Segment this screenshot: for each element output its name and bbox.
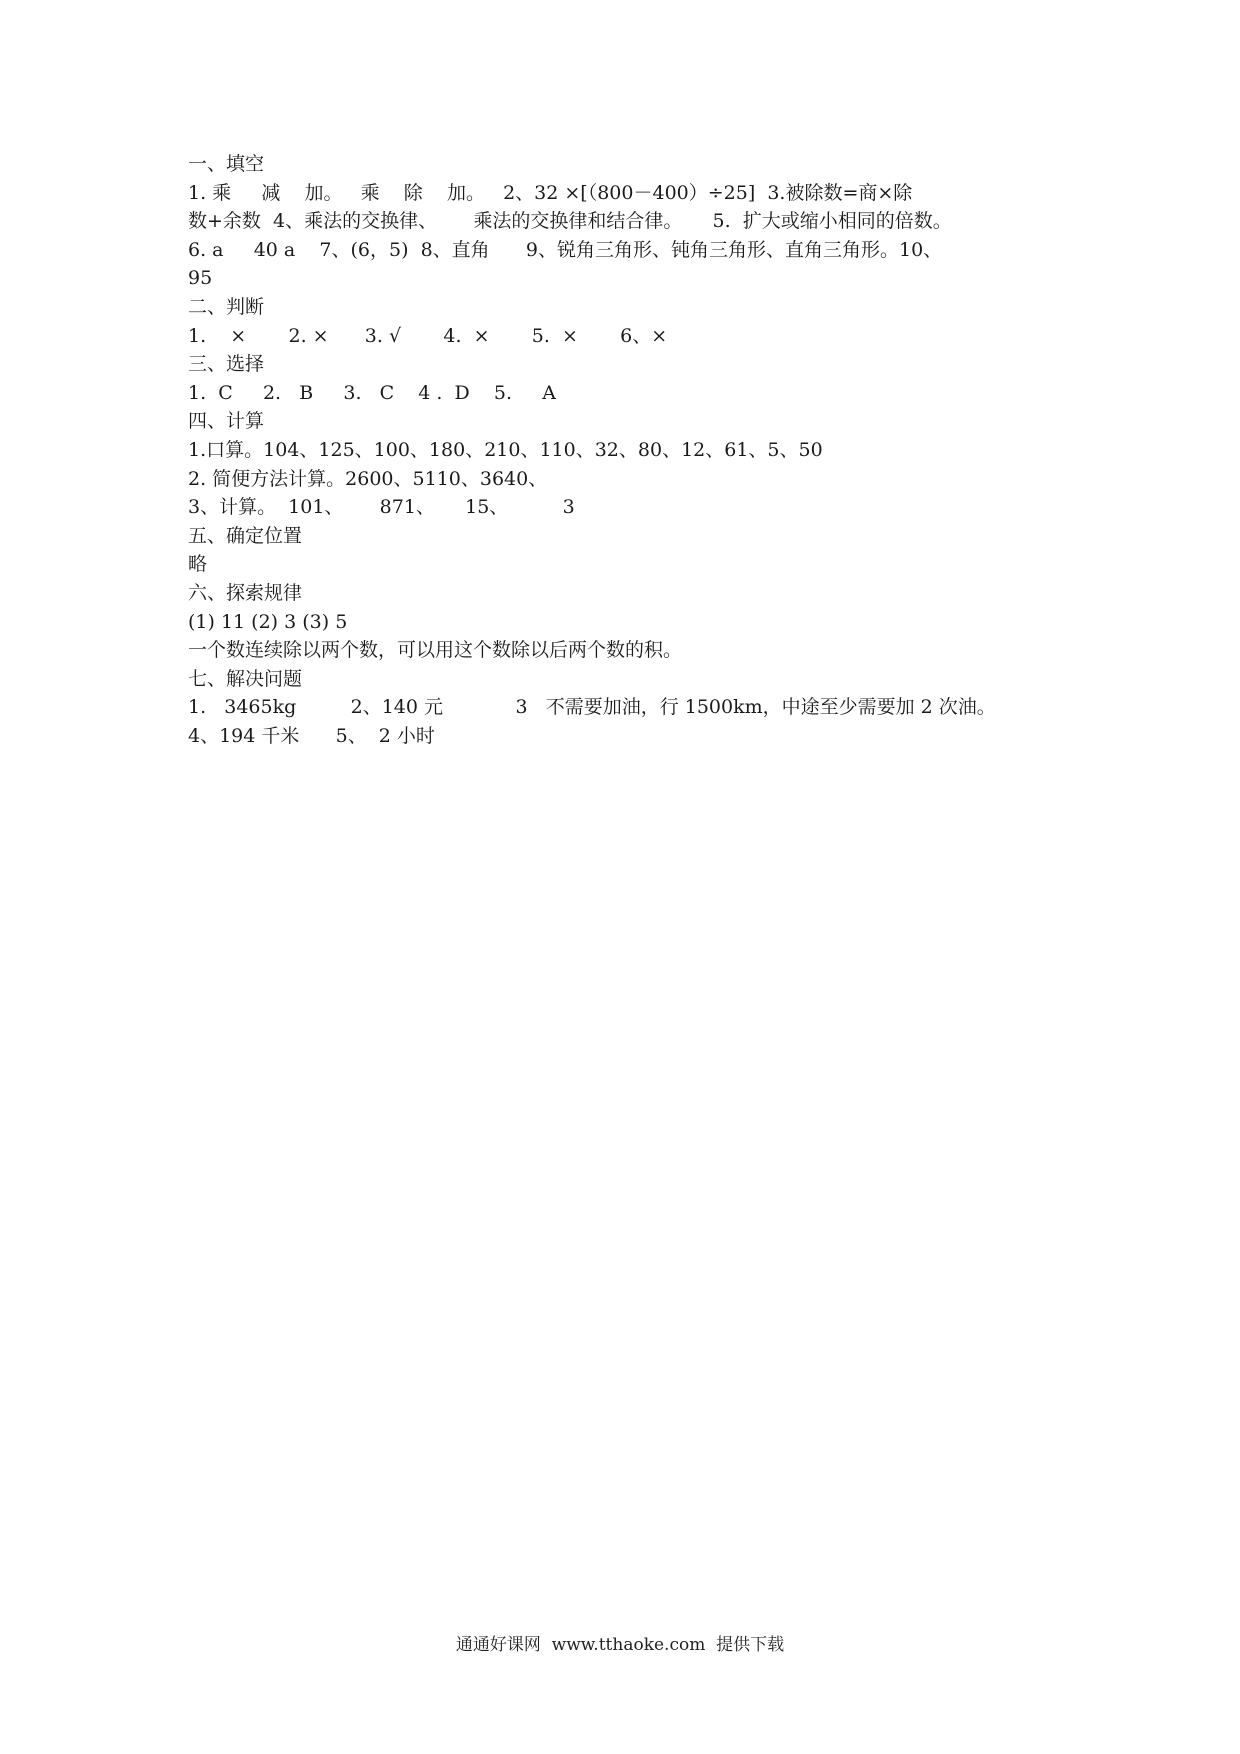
- answer-line: 2. 简便方法计算。2600、5110、3640、: [188, 467, 548, 490]
- page-footer: 通通好课网 www.tthaoke.com 提供下载: [455, 1635, 785, 1655]
- answer-line: 95: [188, 267, 213, 290]
- section-heading-judge: 二、判断: [188, 295, 265, 318]
- answer-line: 3、计算。 101、 871、 15、 3: [188, 496, 575, 519]
- answer-line: 4、194 千米 5、 2 小时: [188, 724, 435, 747]
- section-heading-fill-blank: 一、填空: [188, 153, 265, 175]
- answer-line: 1. C 2. B 3. C 4 . D 5. A: [188, 381, 556, 404]
- section-heading-calculation: 四、计算: [188, 410, 265, 433]
- answer-line: (1) 11 (2) 3 (3) 5: [188, 610, 348, 633]
- answer-content: [188, 150, 1068, 750]
- answer-line: 1. 3465kg 2、140 元 3 不需要加油，行 1500km，中途至少需要加 2 次油。: [188, 696, 996, 719]
- answer-line: 1. × 2. × 3. √ 4. × 5. × 6、×: [188, 324, 668, 347]
- answer-line: 数+余数 4、乘法的交换律、 乘法的交换律和结合律。 5. 扩大或缩小相同的倍数。: [188, 210, 952, 233]
- section-heading-choice: 三、选择: [188, 353, 265, 376]
- section-heading-patterns: 六、探索规律: [188, 581, 303, 604]
- answer-line: 略: [188, 553, 208, 576]
- answer-line: 一个数连续除以两个数，可以用这个数除以后两个数的积。: [188, 639, 683, 662]
- answer-line: 1. 乘 减 加。 乘 除 加。 2、32 ×[（800－400）÷25] 3.被除数=商×除: [188, 181, 913, 204]
- answer-line: 1.口算。104、125、100、180、210、110、32、80、12、61、5、50: [188, 438, 823, 461]
- answer-line: 6. a 40 a 7、(6，5) 8、直角 9、锐角三角形、钝角三角形、直角三角形。10、: [188, 238, 943, 261]
- section-heading-position: 五、确定位置: [188, 524, 303, 547]
- section-heading-problems: 七、解决问题: [188, 667, 303, 690]
